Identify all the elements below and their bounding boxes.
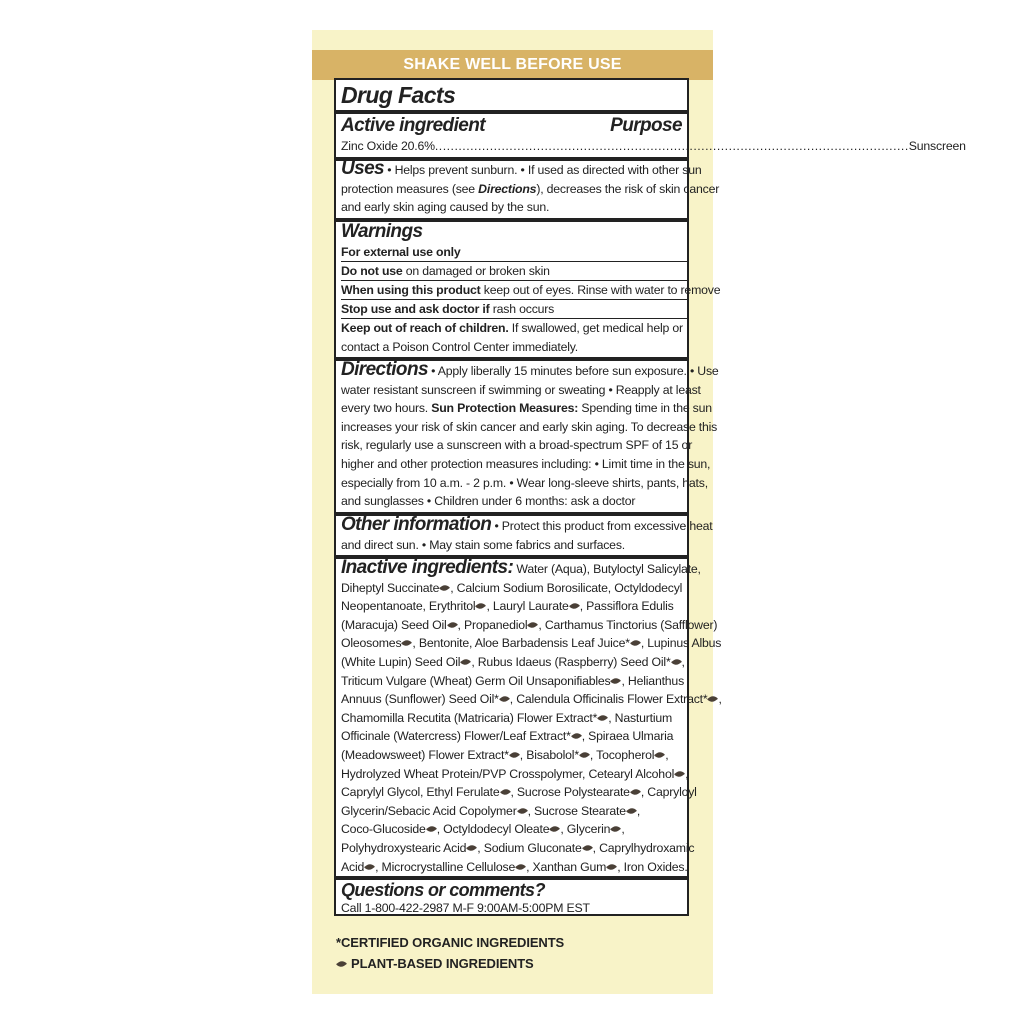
warnings-heading: Warnings bbox=[341, 221, 423, 242]
leaf-icon bbox=[549, 824, 560, 834]
leaf-icon bbox=[515, 861, 526, 871]
inactive-line: Polyhydroxystearic Acid , Sodium Gluconate , Caprylhydroxamic bbox=[341, 840, 695, 855]
leaf-icon bbox=[528, 620, 539, 630]
other-info-heading: Other information bbox=[341, 514, 492, 535]
leaf-icon bbox=[499, 694, 510, 704]
inactive-ingredients-section bbox=[341, 557, 722, 876]
stop-use: Stop use and ask doctor if rash occurs bbox=[341, 302, 555, 316]
active-ingredient-purpose: Sunscreen bbox=[908, 139, 966, 153]
leaf-icon bbox=[674, 768, 685, 778]
directions-heading: Directions bbox=[341, 359, 428, 380]
inactive-line: Oleosomes , Bentonite, Aloe Barbadensis Leaf Juice* , Lupinus Albus bbox=[341, 636, 722, 651]
leaf-icon bbox=[630, 787, 641, 797]
leaf-icon bbox=[611, 676, 622, 686]
leaf-icon bbox=[571, 731, 582, 741]
drug-facts-box bbox=[334, 78, 966, 916]
uses-heading: Uses bbox=[341, 158, 385, 179]
inactive-line: Inactive ingredients: Water (Aqua), Butyloctyl Salicylate, bbox=[341, 557, 701, 578]
when-using: When using this product keep out of eyes. Rinse with water to remove bbox=[341, 283, 721, 297]
inactive-line: Chamomilla Recutita (Matricaria) Flower Extract* , Nasturtium bbox=[341, 710, 673, 725]
inactive-line: Acid , Microcrystalline Cellulose , Xanthan Gum , Iron Oxides. bbox=[341, 859, 688, 874]
do-not-use: Do not use on damaged or broken skin bbox=[341, 264, 550, 278]
organic-footnote: *CERTIFIED ORGANIC INGREDIENTS bbox=[336, 935, 565, 950]
external-use: For external use only bbox=[341, 245, 461, 259]
leaf-icon bbox=[579, 750, 590, 760]
questions-heading: Questions or comments? bbox=[341, 880, 545, 900]
inactive-line: Hydrolyzed Wheat Protein/PVP Crosspolymer, Cetearyl Alcohol , bbox=[341, 766, 689, 781]
leaf-icon bbox=[630, 638, 641, 648]
leaf-icon bbox=[401, 638, 412, 648]
leaf-icon bbox=[336, 959, 347, 969]
leaf-icon bbox=[364, 861, 375, 871]
leaf-icon bbox=[610, 824, 621, 834]
leaf-icon bbox=[426, 824, 437, 834]
leaf-icon bbox=[460, 657, 471, 667]
inactive-line: Officinale (Watercress) Flower/Leaf Extract* , Spiraea Ulmaria bbox=[341, 729, 674, 744]
keep-out-of-reach: Keep out of reach of children. If swallowed, get medical help or contact a Poison Control Center immediately. bbox=[341, 321, 683, 354]
leaf-icon bbox=[476, 601, 487, 611]
inactive-line: Annuus (Sunflower) Seed Oil* , Calendula Officinalis Flower Extract* , bbox=[341, 692, 722, 707]
leaf-icon bbox=[671, 657, 682, 667]
purpose-heading: Purpose bbox=[610, 115, 682, 136]
leaf-icon bbox=[606, 861, 617, 871]
divider bbox=[336, 110, 687, 114]
uses-section: Uses • Helps prevent sunburn. • If used as directed with other sun protection measures (see Directions), decreases the risk of skin cancer and early skin aging caused by the sun. bbox=[341, 158, 720, 215]
leaf-icon bbox=[500, 787, 511, 797]
drug-facts-title: Drug Facts bbox=[341, 82, 456, 108]
inactive-line: Glycerin/Sebacic Acid Copolymer , Sucrose Stearate , bbox=[341, 803, 641, 818]
directions-section: Directions • Apply liberally 15 minutes before sun exposure. • Use water resistant sunscreen if swimming or sweating • Reapply at least every two hours. Sun Protection Measures: Spending time in the sun increases your risk of skin cancer and early skin aging. To decrease this risk, regularly use a sunscreen with a broad-spectrum SPF of 15 or higher and other protection measures including: • Limit time in the sun, especially from 10 a.m. - 2 p.m. • Wear long-sleeve shirts, pants, hats, and sunglasses • Children under 6 months: ask a doctor bbox=[341, 359, 719, 509]
other-info-section: Other information • Protect this product from excessive heat and direct sun. • May stain some fabrics and surfaces. bbox=[341, 514, 713, 552]
inactive-line: Neopentanoate, Erythritol , Lauryl Laurate , Passiflora Edulis bbox=[341, 599, 674, 614]
leaf-icon bbox=[569, 601, 580, 611]
leaf-icon bbox=[654, 750, 665, 760]
inactive-line: Caprylyl Glycol, Ethyl Ferulate , Sucrose Polystearate , Capryloyl bbox=[341, 785, 697, 800]
leaf-icon bbox=[582, 843, 593, 853]
active-ingredient-row: Zinc Oxide 20.6% ......................................................................................................................... Sunscreen bbox=[341, 137, 682, 156]
plant-footnote: PLANT-BASED INGREDIENTS bbox=[336, 956, 534, 971]
label-panel bbox=[312, 30, 966, 994]
inactive-line: (White Lupin) Seed Oil , Rubus Idaeus (Raspberry) Seed Oil* , bbox=[341, 654, 685, 669]
leaf-icon bbox=[517, 806, 528, 816]
leaf-icon bbox=[447, 620, 458, 630]
leaf-icon bbox=[466, 843, 477, 853]
leaf-icon bbox=[626, 806, 637, 816]
inactive-heading: Inactive ingredients: bbox=[341, 557, 514, 578]
leaf-icon bbox=[509, 750, 520, 760]
inactive-line: (Meadowsweet) Flower Extract* , Bisabolol* , Tocopherol , bbox=[341, 747, 669, 762]
shake-banner: SHAKE WELL BEFORE USE bbox=[312, 50, 713, 80]
leaf-icon bbox=[439, 583, 450, 593]
phone-line: Call 1-800-422-2987 M-F 9:00AM-5:00PM EST bbox=[341, 901, 590, 915]
inactive-line: Diheptyl Succinate , Calcium Sodium Borosilicate, Octyldodecyl bbox=[341, 580, 683, 595]
leaf-icon bbox=[708, 694, 719, 704]
inactive-line: Triticum Vulgare (Wheat) Germ Oil Unsaponifiables , Helianthus bbox=[341, 673, 685, 688]
inactive-line: (Maracuja) Seed Oil , Propanediol , Carthamus Tinctorius (Safflower) bbox=[341, 617, 718, 632]
directions-ref: Directions bbox=[478, 181, 537, 196]
active-ingredient-heading: Active ingredient bbox=[341, 115, 485, 136]
leaf-icon bbox=[597, 713, 608, 723]
active-ingredient-name: Zinc Oxide 20.6% bbox=[341, 139, 435, 153]
inactive-line: Coco-Glucoside , Octyldodecyl Oleate , Glycerin , bbox=[341, 822, 625, 837]
